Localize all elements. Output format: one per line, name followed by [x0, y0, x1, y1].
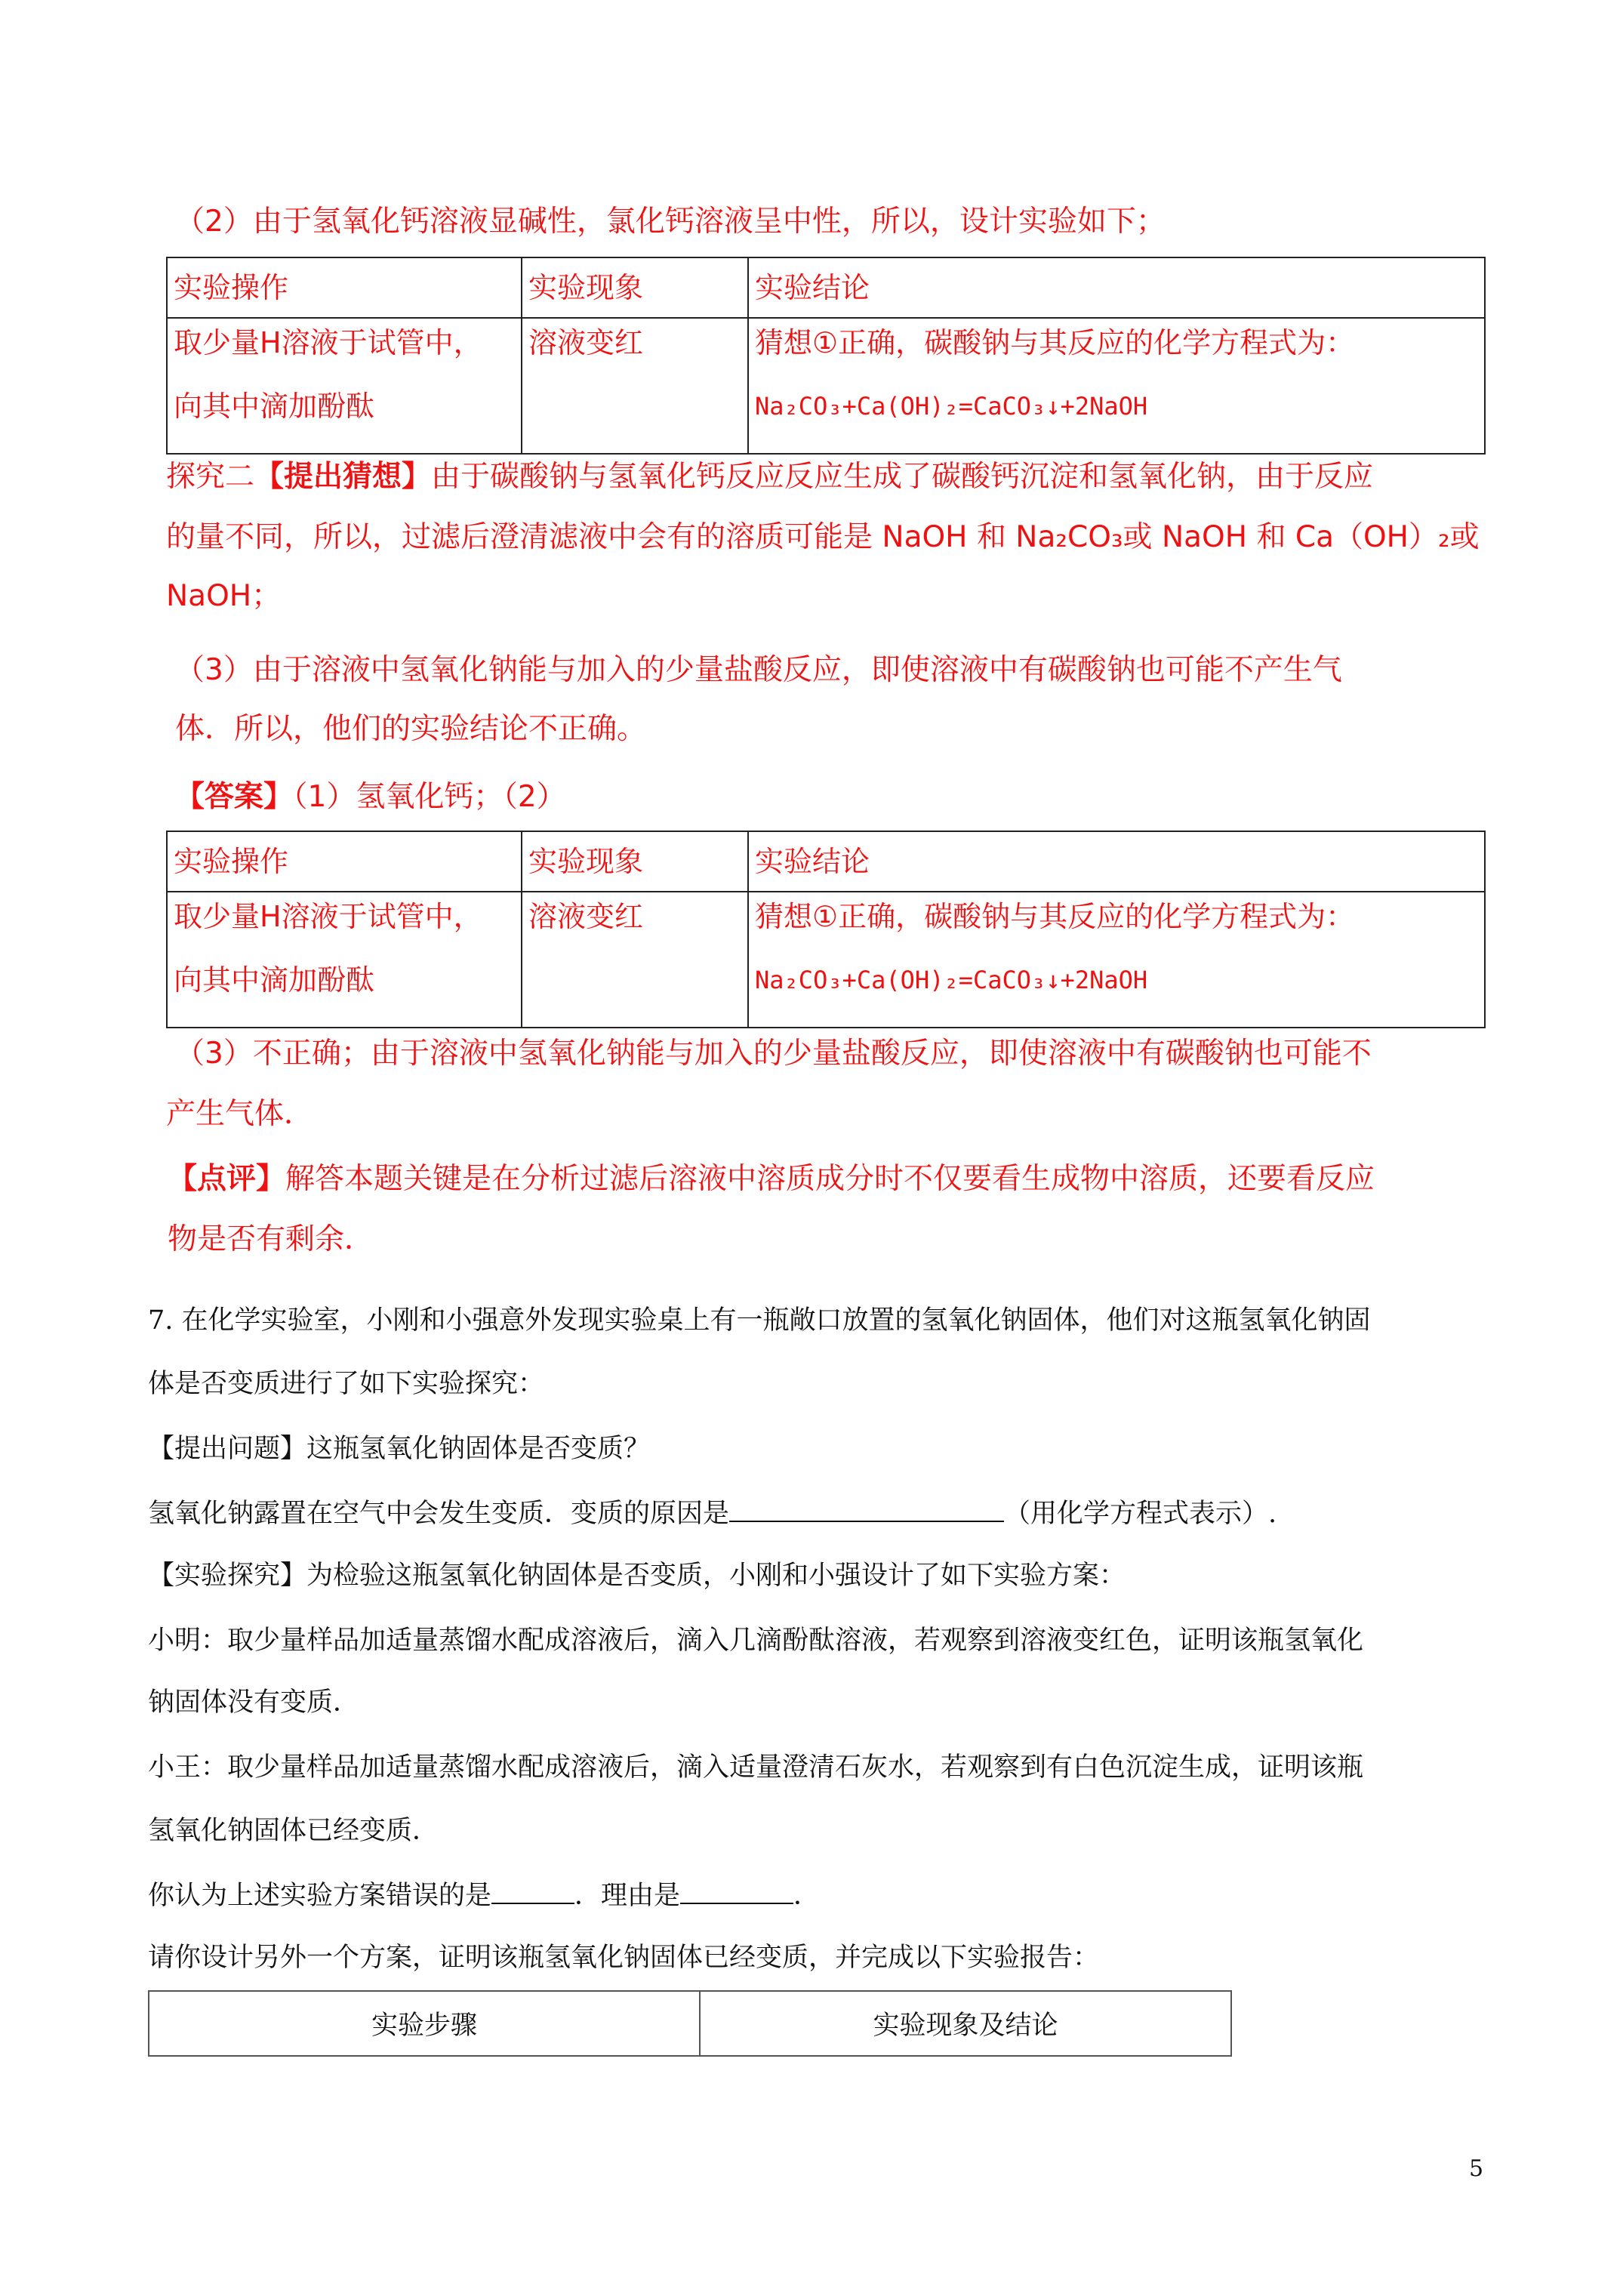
answer3-line1: （3）不正确；由于溶液中氢氧化钠能与加入的少量盐酸反应，即使溶液中有碳酸钠也可能不 [175, 1037, 1372, 1071]
comment-tag: 【点评】 [168, 1162, 286, 1196]
chemical-equation: Na₂CO₃+Ca(OH)₂=CaCO₃↓+2NaOH [755, 392, 1148, 421]
table-header-row [149, 1991, 1231, 2056]
operation-line: 取少量H溶液于试管中， [174, 900, 482, 933]
reason-suffix: （用化学方程式表示）. [1004, 1499, 1277, 1529]
reason-prefix: 氢氧化钠露置在空气中会发生变质．变质的原因是 [148, 1499, 730, 1529]
answer-blank-wrong[interactable] [491, 1877, 574, 1904]
answer3-line2: 产生气体． [166, 1097, 314, 1131]
explore2-line1 [166, 459, 1373, 495]
operation-line: 向其中滴加酚酞 [174, 390, 375, 423]
q7-line2: 体是否变质进行了如下实验探究： [148, 1369, 545, 1399]
xiaoming-line2: 钠固体没有变质． [148, 1687, 360, 1718]
part3-line1: （3）由于溶液中氢氧化钠能与加入的少量盐酸反应，即使溶液中有碳酸钠也可能不产生气 [175, 653, 1342, 687]
xiaowang-line1: 小王：取少量样品加适量蒸馏水配成溶液后，滴入适量澄清石灰水，若观察到有白色沉淀生成，证明该瓶 [148, 1752, 1364, 1783]
table-header-cell: 实验操作 [167, 831, 522, 892]
q7-line1: 7. 在化学实验室，小刚和小强意外发现实验桌上有一瓶敞口放置的氢氧化钠固体，他们对这瓶氢氧化钠固 [148, 1305, 1371, 1336]
table-header-row [167, 831, 1485, 892]
explore2-prefix: 探究二 [166, 460, 255, 494]
conclusion-line: 猜想①正确，碳酸钠与其反应的化学方程式为： [755, 326, 1355, 359]
xiaoming-line1: 小明：取少量样品加适量蒸馏水配成溶液后，滴入几滴酚酞溶液，若观察到溶液变红色，证明该瓶氢氧化 [148, 1626, 1364, 1656]
phenomenon-cell: 溶液变红 [522, 892, 748, 1028]
table-row [167, 892, 1485, 1028]
table-header-row [167, 257, 1485, 318]
wrong-prefix: 你认为上述实验方案错误的是 [148, 1881, 492, 1911]
explore2-bracket: 【提出猜想】 [254, 460, 432, 494]
part3-line2: 体．所以，他们的实验结论不正确。 [175, 712, 647, 746]
comment-text: 解答本题关键是在分析过滤后溶液中溶质成分时不仅要看生成物中溶质，还要看反应 [285, 1162, 1375, 1196]
table-header-cell: 实验步骤 [149, 1991, 700, 2056]
comment-line2: 物是否有剩余． [168, 1222, 374, 1256]
conclusion-cell [748, 892, 1485, 1028]
explore2-line3: NaOH； [166, 579, 282, 613]
phenomenon-cell: 溶液变红 [522, 318, 748, 454]
experiment-table-1 [166, 257, 1486, 455]
q7-wrong [148, 1877, 820, 1913]
report-table [148, 1990, 1232, 2057]
table-row [167, 318, 1485, 454]
xiaowang-line2: 氢氧化钠固体已经变质． [148, 1816, 439, 1846]
q7-reason [148, 1495, 1277, 1531]
chemical-equation: Na₂CO₃+Ca(OH)₂=CaCO₃↓+2NaOH [755, 966, 1148, 994]
answer-blank-reason[interactable] [680, 1877, 793, 1904]
answer-tag: 【答案】 [175, 780, 294, 814]
conclusion-cell [748, 318, 1485, 454]
q7-explore: 【实验探究】为检验这瓶氢氧化钠固体是否变质，小刚和小强设计了如下实验方案： [148, 1561, 1126, 1591]
operation-line: 取少量H溶液于试管中， [174, 326, 482, 359]
table-header-cell: 实验现象 [522, 831, 748, 892]
operation-line: 向其中滴加酚酞 [174, 963, 375, 997]
experiment-table-2 [166, 831, 1486, 1028]
page-number: 5 [1469, 2156, 1484, 2182]
table-header-cell: 实验现象及结论 [700, 1991, 1231, 2056]
explore2-text: 由于碳酸钠与氢氧化钙反应反应生成了碳酸钙沉淀和氢氧化钠，由于反应 [431, 460, 1374, 494]
table-header-cell: 实验结论 [748, 257, 1485, 318]
answer-text: （1）氢氧化钙；（2） [293, 780, 566, 814]
part2-intro: （2）由于氢氧化钙溶液显碱性，氯化钙溶液呈中性，所以，设计实验如下； [175, 205, 1166, 239]
comment-line1 [168, 1161, 1375, 1197]
conclusion-line: 猜想①正确，碳酸钠与其反应的化学方程式为： [755, 900, 1355, 933]
table-header-cell: 实验结论 [748, 831, 1485, 892]
table-header-cell: 实验操作 [167, 257, 522, 318]
answer-blank-equation[interactable] [729, 1495, 1004, 1522]
table-header-cell: 实验现象 [522, 257, 748, 318]
q7-question: 【提出问题】这瓶氢氧化钠固体是否变质？ [148, 1434, 651, 1464]
operation-cell [167, 318, 522, 454]
q7-design: 请你设计另外一个方案，证明该瓶氢氧化钠固体已经变质，并完成以下实验报告： [148, 1943, 1100, 1973]
wrong-end: ． [793, 1881, 821, 1911]
wrong-mid: ．理由是 [574, 1881, 681, 1911]
explore2-line2: 的量不同，所以，过滤后澄清滤液中会有的溶质可能是 NaOH 和 Na₂CO₃或 NaOH 和 Ca（OH）₂或 [166, 520, 1480, 554]
answer-line [175, 779, 566, 815]
operation-cell [167, 892, 522, 1028]
